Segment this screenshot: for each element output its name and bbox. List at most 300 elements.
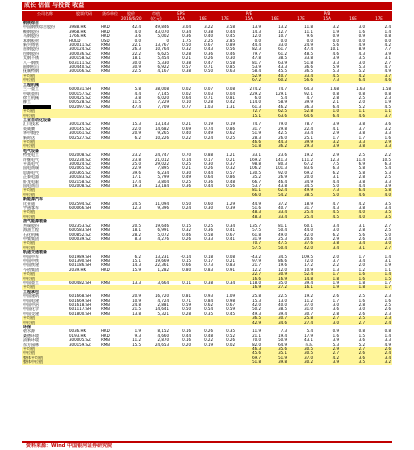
table-cell: 7,895 [157, 166, 169, 171]
section-label: 环保 [23, 325, 31, 330]
table-cell: 0.25 [182, 179, 191, 184]
table-cell: 2.8 [358, 228, 365, 233]
table-cell: RMB [101, 87, 110, 92]
table-cell: 3.8 [358, 179, 365, 184]
table-cell: 300024.SZ [69, 162, 91, 166]
table-cell: 0.28 [182, 311, 191, 316]
table-cell: 3.8 [134, 95, 141, 100]
table-cell: 37.6 [288, 241, 314, 245]
table-cell: 53.7 [252, 184, 261, 189]
table-cell: 42.0 [288, 246, 314, 250]
table-cell: 0.22 [182, 135, 191, 140]
table-cell: 1.03 [204, 104, 213, 109]
table-cell: 1.29 [226, 201, 235, 206]
table-cell: HKD [101, 25, 110, 30]
table-cell: 1.7 [358, 135, 365, 140]
table-cell: 50.4 [278, 228, 287, 233]
table-cell: 2.3 [384, 294, 391, 299]
table-cell: 36.6 [304, 65, 313, 70]
table-cell: 601800.SH [69, 311, 92, 316]
table-cell: 2.4 [366, 321, 392, 325]
table-cell: 6.3 [332, 166, 339, 171]
table-cell: 3.5 [358, 56, 365, 61]
table-cell: 30.9 [262, 272, 288, 276]
table-cell: 28.2 [132, 232, 141, 237]
table-cell: 0.14 [182, 157, 191, 162]
table-cell: 14,641 [155, 307, 169, 312]
table-cell: 0.64 [204, 175, 213, 180]
table-cell: 5.4 [280, 95, 287, 100]
table-cell: 5.0 [332, 184, 339, 189]
table-cell: 碧水源 [23, 329, 35, 334]
table-cell: 35.2 [252, 175, 261, 180]
table-cell: 16.9 [236, 285, 262, 289]
table-cell: 平均值 [22, 188, 68, 192]
table-cell: 33.1 [252, 153, 261, 158]
table-cell: 国电南自 [23, 184, 39, 189]
table-cell: 30.5 [288, 347, 314, 351]
table-cell: 0.59 [182, 303, 191, 307]
table-cell: RMB [101, 170, 110, 175]
table-cell: RMB [101, 95, 110, 100]
table-cell: RMB [101, 298, 110, 303]
table-cell: 002008.SZ [69, 184, 91, 189]
table-cell: 4.2 [314, 356, 340, 360]
table-cell: 0.41 [226, 236, 235, 241]
table-cell: 66.7 [252, 179, 261, 184]
table-cell: 14.8 [288, 277, 314, 281]
table-cell: 0.21 [182, 56, 191, 61]
table-cell: 002065.SZ [69, 166, 91, 171]
table-cell: 0.48 [204, 333, 213, 338]
table-cell: 82.0 [252, 342, 261, 347]
table-cell: 宇通客车 [23, 206, 39, 211]
table-cell: 4.9 [384, 69, 391, 74]
table-cell: 29.3 [288, 144, 314, 148]
table-cell: 3,664 [157, 280, 169, 285]
table-cell: 33.4 [262, 210, 288, 214]
table-cell: 0.44 [226, 29, 235, 34]
table-cell: 3.04 [182, 25, 191, 30]
table-cell: 0.40 [204, 34, 213, 39]
table-cell: 6.4 [340, 188, 366, 192]
table-cell: 10.9 [304, 267, 313, 272]
table-cell: 0.02 [182, 91, 191, 96]
table-cell: 72.7 [236, 109, 262, 113]
table-cell: 36.5 [304, 69, 313, 74]
table-cell: 0 [166, 38, 169, 43]
table-cell: RMB [101, 236, 110, 241]
table-cell: 1.4 [384, 29, 391, 34]
table-cell: 43.3 [278, 65, 287, 70]
table-cell: 8.9 [358, 47, 365, 52]
table-cell: 33.0 [278, 43, 287, 48]
table-cell: 1.58 [382, 87, 391, 92]
table-cell: 9.6 [306, 34, 313, 39]
table-cell: 19.2 [304, 294, 313, 299]
table-cell: 0.62 [226, 131, 235, 136]
table-cell: RMB [101, 338, 110, 343]
table-cell: 4.1 [332, 126, 339, 131]
table-cell: 64.9 [278, 342, 287, 347]
table-cell: 中国重工 [23, 280, 39, 285]
table-cell: 0.28 [204, 100, 213, 105]
table-cell: 130.5 [249, 170, 261, 175]
table-cell: 0.56 [226, 184, 235, 189]
table-cell: 2.0 [358, 100, 365, 105]
table-cell: 0.62 [204, 303, 213, 307]
table-cell: 0.46 [182, 232, 191, 237]
table-cell: 42.9 [236, 321, 262, 325]
table-cell: 中位值 [22, 246, 68, 250]
table-cell: 0.17 [204, 157, 213, 162]
table-cell: 0.22 [204, 338, 213, 343]
table-cell: 37.0 [304, 303, 313, 307]
column-header: 16E [340, 16, 366, 21]
table-cell: 92.1 [304, 91, 313, 96]
table-cell: 1.2 [358, 267, 365, 272]
table-cell: 5.3 [384, 170, 391, 175]
table-cell: 7.7 [384, 47, 391, 52]
table-cell: 002594.SZ [69, 201, 91, 206]
table-cell: 平均值 [22, 272, 68, 276]
section-label: 电气设备 [23, 148, 39, 153]
table-cell: 9.3 [134, 333, 141, 338]
table-cell [120, 360, 142, 364]
table-cell: 17.4 [132, 179, 141, 184]
table-cell: 601618.SH [69, 303, 92, 307]
table-cell: 2.5 [384, 175, 391, 180]
table-cell: 2.6 [358, 236, 365, 241]
table-cell: 300161.SZ [69, 131, 91, 136]
table-cell: 8.3 [134, 236, 141, 241]
table-cell: 11,094 [155, 201, 169, 206]
table-cell: 300365.SZ [69, 170, 91, 175]
table-cell: 5.3 [358, 65, 365, 70]
table-cell: 20.0 [304, 175, 313, 180]
table-cell: 2.9 [332, 236, 339, 241]
table-cell: 12.0 [252, 34, 261, 39]
table-cell: 44.3 [262, 140, 288, 144]
table-cell: 清新环境 [23, 338, 39, 343]
table-cell: 14,682 [155, 126, 169, 131]
table-cell: 0.26 [204, 166, 213, 171]
table-cell: 22.7 [236, 272, 262, 276]
table-cell: 26.9 [278, 175, 287, 180]
table-cell: 12.3 [132, 206, 141, 211]
table-cell: 桑德环境 [23, 333, 39, 338]
table-cell: 3.2 [314, 140, 340, 144]
table-cell: 1.5 [358, 333, 365, 338]
table-cell: RMB [101, 232, 110, 237]
table-cell: 51.9 [262, 356, 288, 360]
table-cell: 0.03 [204, 91, 213, 96]
table-cell: 0.9 [332, 329, 339, 334]
table-cell: 4,724 [157, 298, 169, 303]
table-cell: 3.3 [366, 144, 392, 148]
table-cell: 0.44 [204, 184, 213, 189]
table-cell: 109.5 [301, 254, 313, 259]
table-cell: 19.3 [132, 184, 141, 189]
table-cell: 64.3 [304, 87, 313, 92]
table-cell: 5.4 [306, 329, 313, 334]
table-cell: 3.6 [134, 34, 141, 39]
table-cell: 63.6 [262, 114, 288, 118]
table-cell: 3.0 [358, 60, 365, 65]
table-cell: 2.0 [332, 254, 339, 259]
table-cell: 2.5 [358, 153, 365, 158]
table-cell: 5.8 [358, 166, 365, 171]
table-cell: 中联重科 [23, 91, 39, 96]
table-cell: 0.15 [182, 223, 191, 228]
table-cell: 70.7 [236, 241, 262, 245]
table-cell: RMB [101, 179, 110, 184]
table-cell: 13,143 [155, 122, 169, 127]
table-cell: 44.9 [252, 201, 261, 206]
table-cell: RMB [101, 175, 110, 180]
table-cell [68, 360, 100, 364]
table-cell: 53.9 [252, 65, 261, 70]
table-cell: 0.30 [204, 162, 213, 166]
table-cell: 3.4 [340, 241, 366, 245]
table-cell: 比亚迪 [23, 201, 35, 206]
table-cell: 2.6 [384, 307, 391, 312]
table-cell: 新时达 [23, 135, 35, 140]
table-cell: 0.38 [204, 29, 213, 34]
table-cell: 43,070 [155, 29, 169, 34]
table-cell: 19.6 [278, 263, 287, 268]
table-cell: 42.0 [252, 303, 261, 307]
table-cell: 本钢板材 [23, 38, 39, 43]
table-cell: 24.5 [132, 201, 141, 206]
table-cell: 1,282 [157, 267, 169, 272]
table-cell: 51.8 [236, 144, 262, 148]
table-cell: 5,454 [157, 56, 169, 61]
table-cell: 0.0 [358, 38, 365, 43]
table-cell: 72.0 [304, 258, 313, 263]
table-cell: 6,625 [157, 51, 169, 56]
table-cell: 3.4 [314, 246, 340, 250]
table-cell: 3.8 [314, 241, 340, 245]
table-cell: 78.7 [304, 122, 313, 127]
table-cell: 33.4 [304, 131, 313, 136]
table-cell: 45.6 [236, 351, 262, 355]
table-cell: 169.2 [249, 157, 261, 162]
table-cell: 3.3 [384, 131, 391, 136]
table-cell: 600031.SH [69, 87, 92, 92]
table-cell: 23.6 [278, 153, 287, 158]
column-header: 公司名称 [22, 11, 68, 16]
table-cell: 2.8 [332, 95, 339, 100]
table-cell: 69.7 [236, 356, 262, 360]
table-cell: 8,152 [157, 329, 169, 334]
table-cell: 44.0 [304, 228, 313, 233]
table-cell: 30.5 [288, 351, 314, 355]
table-cell: 30.9 [132, 65, 141, 70]
table-cell: 39.4 [304, 280, 313, 285]
table-cell: 3.2 [332, 25, 339, 30]
table-cell: 16.6 [236, 277, 262, 281]
table-cell: 中位值 [22, 193, 68, 197]
table-cell: 33.4 [262, 215, 288, 219]
table-cell: 0.08 [226, 254, 235, 259]
table-cell: 2,870 [157, 338, 169, 343]
table-cell: 1.0 [314, 109, 340, 113]
table-cell: 3.22 [204, 25, 213, 30]
table-cell: 50.4 [262, 246, 288, 250]
table-cell: 5.8 [366, 188, 392, 192]
table-cell: 3.1 [384, 56, 391, 61]
table-cell: 51.8 [304, 60, 313, 65]
table-cell: HKD [101, 267, 110, 272]
table-cell: 10.1 [330, 47, 339, 52]
table-cell: 63.9 [278, 60, 287, 65]
table-cell: 58.4 [252, 69, 261, 74]
table-cell: 25.4 [288, 210, 314, 214]
table-cell: 平均值 [22, 210, 68, 214]
table-cell: 000157.SZ [69, 91, 91, 96]
table-cell: 0.16 [182, 338, 191, 343]
table-cell: 平均值 [22, 109, 68, 113]
table-cell: 3.4 [332, 223, 339, 228]
table-cell: 3.0 [358, 307, 365, 312]
table-cell: 135.7 [249, 223, 261, 228]
table-cell: 2.7 [366, 246, 392, 250]
table-cell: 43.8 [278, 184, 287, 189]
table-cell: 9,396 [157, 206, 169, 211]
table-cell: 1.9 [134, 329, 141, 334]
table-cell: 6.2 [332, 170, 339, 175]
table-cell: 12.7 [278, 29, 287, 34]
table-cell: 002097.SZ [69, 104, 91, 109]
table-cell: 4.6 [340, 193, 366, 197]
table-cell: 49,846 [155, 25, 169, 30]
table-cell: 10.9 [132, 298, 141, 303]
table-cell: 0.89 [226, 43, 235, 48]
table-cell: 600482.SH [69, 280, 92, 285]
table-cell: 11.2 [132, 338, 141, 343]
table-cell: 0.80 [182, 267, 191, 272]
table-cell: 5,330 [157, 60, 169, 65]
table-cell: 24,653 [155, 342, 169, 347]
table-cell: 3.6 [384, 122, 391, 127]
table-cell: 13.9 [252, 25, 261, 30]
table-cell: 3.8 [358, 122, 365, 127]
table-cell: 3.3 [384, 179, 391, 184]
table-cell: 7.3 [280, 329, 287, 334]
table-cell: 69.2 [304, 170, 313, 175]
table-cell: 66.0 [236, 193, 262, 197]
table-cell: 3.58 [226, 25, 235, 30]
table-cell: 1.9 [384, 100, 391, 105]
table-cell: 37.2 [278, 201, 287, 206]
table-cell: 7.3 [314, 78, 340, 82]
table-cell: 新兴铸管 [23, 43, 39, 48]
table-cell: 3.7 [366, 74, 392, 78]
table-cell: 61.3 [252, 104, 261, 109]
column-header: EPS [170, 11, 192, 16]
table-cell: 62.5 [262, 109, 288, 113]
table-cell: 4.0 [366, 193, 392, 197]
table-cell: HOLD [69, 38, 81, 43]
table-cell: 0.8 [384, 329, 391, 334]
table-cell: 4.5 [314, 210, 340, 214]
table-cell: 平均值 [22, 74, 68, 78]
table-cell: 0036.HK [69, 329, 87, 334]
table-cell: 60.2 [262, 78, 288, 82]
table-cell: 1.6 [384, 298, 391, 303]
table-cell: 47.5 [262, 241, 288, 245]
table-cell: 0.02 [182, 87, 191, 92]
table-cell: 46.6 [236, 140, 262, 144]
section-label: 新能源汽车 [23, 197, 43, 202]
table-cell: 5,002 [157, 34, 169, 39]
table-cell: 2.3 [384, 95, 391, 100]
table-cell: 2.8 [358, 175, 365, 180]
table-cell: 0.36 [204, 51, 213, 56]
table-cell: 39.9 [288, 140, 314, 144]
table-cell: 0.08 [226, 87, 235, 92]
table-cell: 2.4 [384, 236, 391, 241]
table-cell: 47.4 [132, 104, 141, 109]
table-cell: 0.26 [204, 329, 213, 334]
table-cell: 300440.SZ [69, 65, 91, 70]
table-cell: 274.2 [249, 87, 261, 92]
table-cell: 19,669 [155, 258, 169, 263]
table-cell: 0.50 [182, 307, 191, 312]
table-cell: HKD [101, 329, 110, 334]
table-cell: RMB [101, 135, 110, 140]
column-header: 货币单位 [102, 11, 118, 16]
table-cell: 1.4 [384, 333, 391, 338]
table-cell: 0.8 [384, 91, 391, 96]
table-cell: 15.3 [132, 122, 141, 127]
table-cell: 0.26 [182, 236, 191, 241]
table-cell: 5.0 [384, 232, 391, 237]
table-cell: 0.36 [182, 184, 191, 189]
table-cell: 1.4 [366, 272, 392, 276]
table-cell: 15.9 [132, 267, 141, 272]
table-cell: 0.39 [226, 206, 235, 211]
table-cell: 4.0 [340, 210, 366, 214]
table-cell: 92.0 [278, 170, 287, 175]
table-cell: 5.9 [332, 65, 339, 70]
table-cell: 6.4 [340, 78, 366, 82]
table-cell: 0.15 [182, 258, 191, 263]
table-cell: 13.3 [132, 280, 141, 285]
table-cell: 0.30 [226, 56, 235, 61]
table-cell: 0.63 [226, 69, 235, 74]
table-cell: 0.83 [226, 263, 235, 268]
table-cell: 3.5 [340, 360, 366, 364]
table-cell: 0.21 [182, 122, 191, 127]
table-body [22, 21, 392, 365]
table-cell: RMB [101, 126, 110, 131]
table-cell: 31.7 [252, 126, 261, 131]
table-cell: 5.2 [358, 69, 365, 74]
table-cell: 13,767 [155, 43, 169, 48]
table-cell: 1.8 [358, 280, 365, 285]
table-cell: 6.0 [254, 95, 261, 100]
table-cell: 0.71 [204, 65, 213, 70]
table-cell: RMB [101, 294, 110, 299]
column-header: 16E [262, 16, 288, 21]
table-cell: 3.1 [384, 258, 391, 263]
table-cell: 4.5 [314, 74, 340, 78]
table-cell: 3.9 [332, 56, 339, 61]
table-cell: RMB [101, 157, 110, 162]
table-cell: 2.3 [366, 316, 392, 320]
